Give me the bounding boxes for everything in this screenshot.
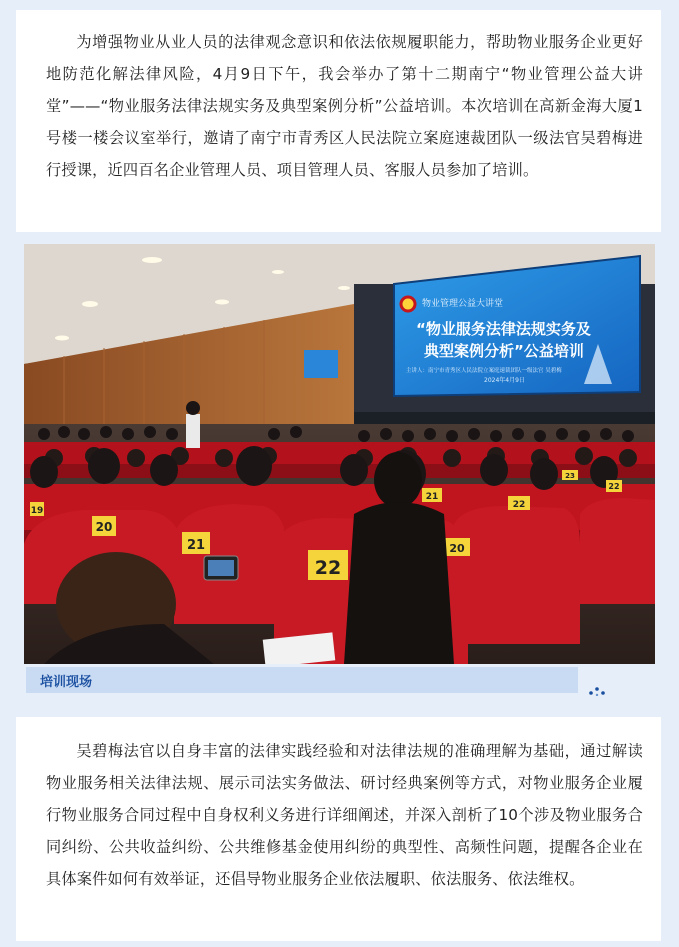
screen-date: 2024年4月9日 [484,377,525,384]
photo-caption: 培训现场 [40,674,93,690]
seat-number-22b: 22 [512,500,526,510]
body-card [16,717,661,941]
seat-number-22c: 22 [608,482,620,491]
seat-number-21b: 21 [425,492,439,502]
screen-speaker: 主讲人：南宁市青秀区人民法院立案庭速裁团队一级法官 吴碧梅 [406,368,562,374]
seat-number-21: 21 [186,538,206,553]
screen-header: 物业管理公益大讲堂 [422,299,504,309]
seat-number-23: 23 [565,472,575,480]
photographer [186,414,200,448]
body-paragraph: 吴碧梅法官以自身丰富的法律实践经验和对法律法规的准确理解为基础，通过解读物业服务相关法律法规、展示司法实务做法、研讨经典案例等方式，对物业服务企业履行物业服务合同过程中自身权利义务进行详细阐述，并深入剖析了10个涉及物业服务合同纠纷、公共收益纠纷、公共维修基金使用纠纷的典型性、高频性问题，提醒各企业在具体案件如何有效举证，还倡导物业服务企业依法履职、依法服务、依法维权。 [46,742,643,888]
side-screen [304,350,338,378]
seat-number-20b: 20 [449,542,465,555]
decor-dots-icon [588,684,608,696]
training-photo [24,244,655,664]
screen-title-line1: “物业服务法律法规实务及 [416,320,591,338]
intro-paragraph: 为增强物业从业人员的法律观念意识和依法依规履职能力，帮助物业服务企业更好地防范化解法律风险，4月9日下午，我会举办了第十二期南宁“物业管理公益大讲堂”——“物业服务法律法规实务及典型案例分析”公益培训。本次培训在高新金海大厦1号楼一楼会议室举行，邀请了南宁市青秀区人民法院立案庭速裁团队一级法官吴碧梅进行授课，近四百名企业管理人员、项目管理人员、客服人员参加了培训。 [46,33,643,179]
screen-title-line2: 典型案例分析”公益培训 [424,342,584,360]
photo-caption-bar [26,667,578,693]
seat-number-20: 20 [95,520,113,534]
seat-number-19: 19 [30,506,44,516]
seat-number-22: 22 [314,557,342,579]
intro-card [16,10,661,232]
emblem-icon [401,297,415,311]
